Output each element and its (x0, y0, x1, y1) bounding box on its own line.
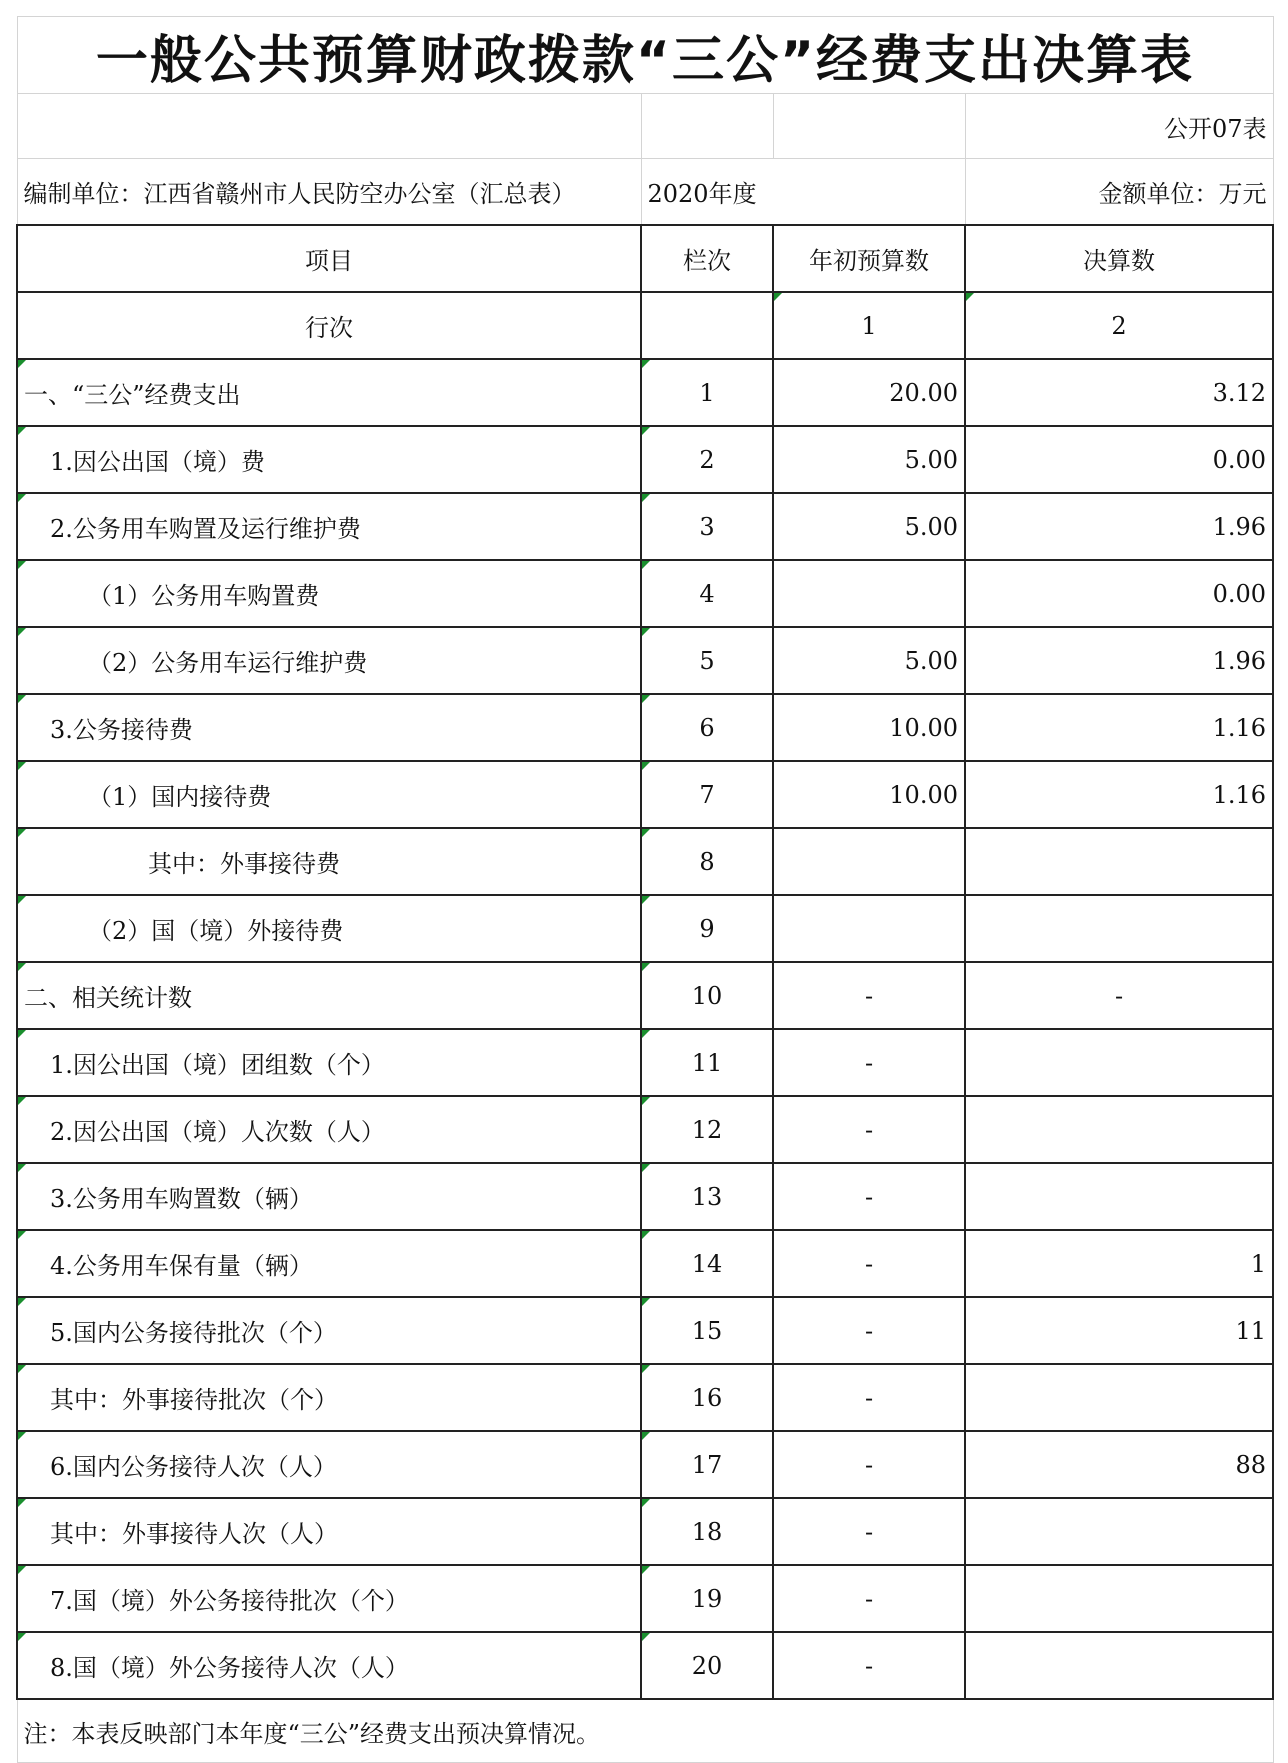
row-budget[interactable]: 5.00 (773, 627, 965, 694)
header-column: 栏次 (641, 225, 773, 292)
table-row (17, 1632, 1273, 1699)
row-number[interactable]: 2 (641, 426, 773, 493)
row-final[interactable] (965, 895, 1273, 962)
row-index-label: 行次 (17, 292, 641, 359)
row-budget[interactable]: - (773, 1364, 965, 1431)
row-final[interactable]: 3.12 (965, 359, 1273, 426)
row-final[interactable] (965, 1096, 1273, 1163)
three-public-expense-table (16, 16, 1274, 1763)
row-number[interactable]: 9 (641, 895, 773, 962)
row-budget[interactable]: - (773, 1565, 965, 1632)
blank-cell[interactable] (773, 94, 965, 159)
row-number[interactable]: 4 (641, 560, 773, 627)
row-number[interactable]: 16 (641, 1364, 773, 1431)
row-number[interactable]: 3 (641, 493, 773, 560)
row-budget[interactable]: - (773, 1632, 965, 1699)
row-budget[interactable] (773, 560, 965, 627)
row-label[interactable]: 2.公务用车购置及运行维护费 (17, 493, 641, 560)
row-budget[interactable]: - (773, 1498, 965, 1565)
row-label[interactable]: 一、“三公”经费支出 (17, 359, 641, 426)
table-row (17, 694, 1273, 761)
row-number[interactable]: 5 (641, 627, 773, 694)
table-row (17, 1565, 1273, 1632)
blank-cell[interactable] (641, 94, 773, 159)
table-row (17, 560, 1273, 627)
row-final[interactable] (965, 1565, 1273, 1632)
row-label[interactable]: （1）国内接待费 (17, 761, 641, 828)
row-label[interactable]: （2）国（境）外接待费 (17, 895, 641, 962)
row-index-blank[interactable] (641, 292, 773, 359)
row-budget[interactable]: 20.00 (773, 359, 965, 426)
row-budget[interactable]: - (773, 1297, 965, 1364)
table-row (17, 895, 1273, 962)
row-number[interactable]: 8 (641, 828, 773, 895)
row-label[interactable]: 4.公务用车保有量（辆） (17, 1230, 641, 1297)
row-final[interactable]: 1.96 (965, 493, 1273, 560)
table-row (17, 1498, 1273, 1565)
row-number[interactable]: 6 (641, 694, 773, 761)
row-label[interactable]: 3.公务用车购置数（辆） (17, 1163, 641, 1230)
table-row (17, 359, 1273, 426)
row-final[interactable] (965, 828, 1273, 895)
row-number[interactable]: 13 (641, 1163, 773, 1230)
table-row (17, 1029, 1273, 1096)
row-budget[interactable]: - (773, 962, 965, 1029)
row-label[interactable]: 其中：外事接待费 (17, 828, 641, 895)
row-final[interactable] (965, 1364, 1273, 1431)
row-budget[interactable]: 5.00 (773, 493, 965, 560)
row-label[interactable]: 8.国（境）外公务接待人次（人） (17, 1632, 641, 1699)
row-budget[interactable] (773, 828, 965, 895)
row-final[interactable] (965, 1163, 1273, 1230)
row-final[interactable]: - (965, 962, 1273, 1029)
row-final[interactable]: 1 (965, 1230, 1273, 1297)
money-unit: 金额单位：万元 (965, 159, 1273, 226)
table-row (17, 1096, 1273, 1163)
row-number[interactable]: 14 (641, 1230, 773, 1297)
fiscal-year: 2020年度 (641, 159, 965, 226)
row-final[interactable]: 0.00 (965, 426, 1273, 493)
table-code: 公开07表 (965, 94, 1273, 159)
row-number[interactable]: 18 (641, 1498, 773, 1565)
row-budget[interactable]: - (773, 1230, 965, 1297)
row-final[interactable]: 1.16 (965, 761, 1273, 828)
row-number[interactable]: 20 (641, 1632, 773, 1699)
row-label[interactable]: 其中：外事接待人次（人） (17, 1498, 641, 1565)
table-row (17, 1431, 1273, 1498)
row-final[interactable] (965, 1632, 1273, 1699)
row-budget[interactable]: - (773, 1029, 965, 1096)
row-label[interactable]: 2.因公出国（境）人次数（人） (17, 1096, 641, 1163)
row-final[interactable] (965, 1498, 1273, 1565)
row-final[interactable]: 0.00 (965, 560, 1273, 627)
row-label[interactable]: 1.因公出国（境）费 (17, 426, 641, 493)
table-row (17, 1364, 1273, 1431)
row-final[interactable] (965, 1029, 1273, 1096)
header-final: 决算数 (965, 225, 1273, 292)
row-number[interactable]: 17 (641, 1431, 773, 1498)
row-label[interactable]: 7.国（境）外公务接待批次（个） (17, 1565, 641, 1632)
row-number[interactable]: 7 (641, 761, 773, 828)
row-index-final-col: 2 (965, 292, 1273, 359)
spreadsheet (16, 16, 1272, 1763)
row-label[interactable]: （2）公务用车运行维护费 (17, 627, 641, 694)
row-final[interactable]: 88 (965, 1431, 1273, 1498)
header-item: 项目 (17, 225, 641, 292)
row-budget[interactable]: - (773, 1096, 965, 1163)
page-title: 一般公共预算财政拨款“三公”经费支出决算表 (17, 17, 1273, 94)
row-budget[interactable]: 10.00 (773, 761, 965, 828)
table-row (17, 828, 1273, 895)
table-row (17, 1230, 1273, 1297)
row-label[interactable]: 二、相关统计数 (17, 962, 641, 1029)
table-row (17, 1297, 1273, 1364)
row-label[interactable]: 1.因公出国（境）团组数（个） (17, 1029, 641, 1096)
row-budget[interactable]: - (773, 1163, 965, 1230)
row-budget[interactable]: - (773, 1431, 965, 1498)
row-index-budget-col: 1 (773, 292, 965, 359)
row-label[interactable]: （1）公务用车购置费 (17, 560, 641, 627)
row-label[interactable]: 其中：外事接待批次（个） (17, 1364, 641, 1431)
row-number[interactable]: 12 (641, 1096, 773, 1163)
table-row (17, 761, 1273, 828)
row-final[interactable]: 11 (965, 1297, 1273, 1364)
table-row (17, 1163, 1273, 1230)
row-label[interactable]: 6.国内公务接待人次（人） (17, 1431, 641, 1498)
table-row (17, 627, 1273, 694)
row-number[interactable]: 1 (641, 359, 773, 426)
row-final[interactable]: 1.16 (965, 694, 1273, 761)
row-budget[interactable] (773, 895, 965, 962)
blank-cell[interactable] (17, 94, 641, 159)
table-row (17, 962, 1273, 1029)
row-number[interactable]: 10 (641, 962, 773, 1029)
row-final[interactable]: 1.96 (965, 627, 1273, 694)
row-number[interactable]: 11 (641, 1029, 773, 1096)
row-number[interactable]: 15 (641, 1297, 773, 1364)
row-label[interactable]: 3.公务接待费 (17, 694, 641, 761)
compiling-unit: 编制单位：江西省赣州市人民防空办公室（汇总表） (17, 159, 641, 226)
table-note: 注：本表反映部门本年度“三公”经费支出预决算情况。 (17, 1699, 1273, 1763)
table-row (17, 493, 1273, 560)
row-budget[interactable]: 5.00 (773, 426, 965, 493)
header-budget: 年初预算数 (773, 225, 965, 292)
row-label[interactable]: 5.国内公务接待批次（个） (17, 1297, 641, 1364)
row-budget[interactable]: 10.00 (773, 694, 965, 761)
row-number[interactable]: 19 (641, 1565, 773, 1632)
table-row (17, 426, 1273, 493)
